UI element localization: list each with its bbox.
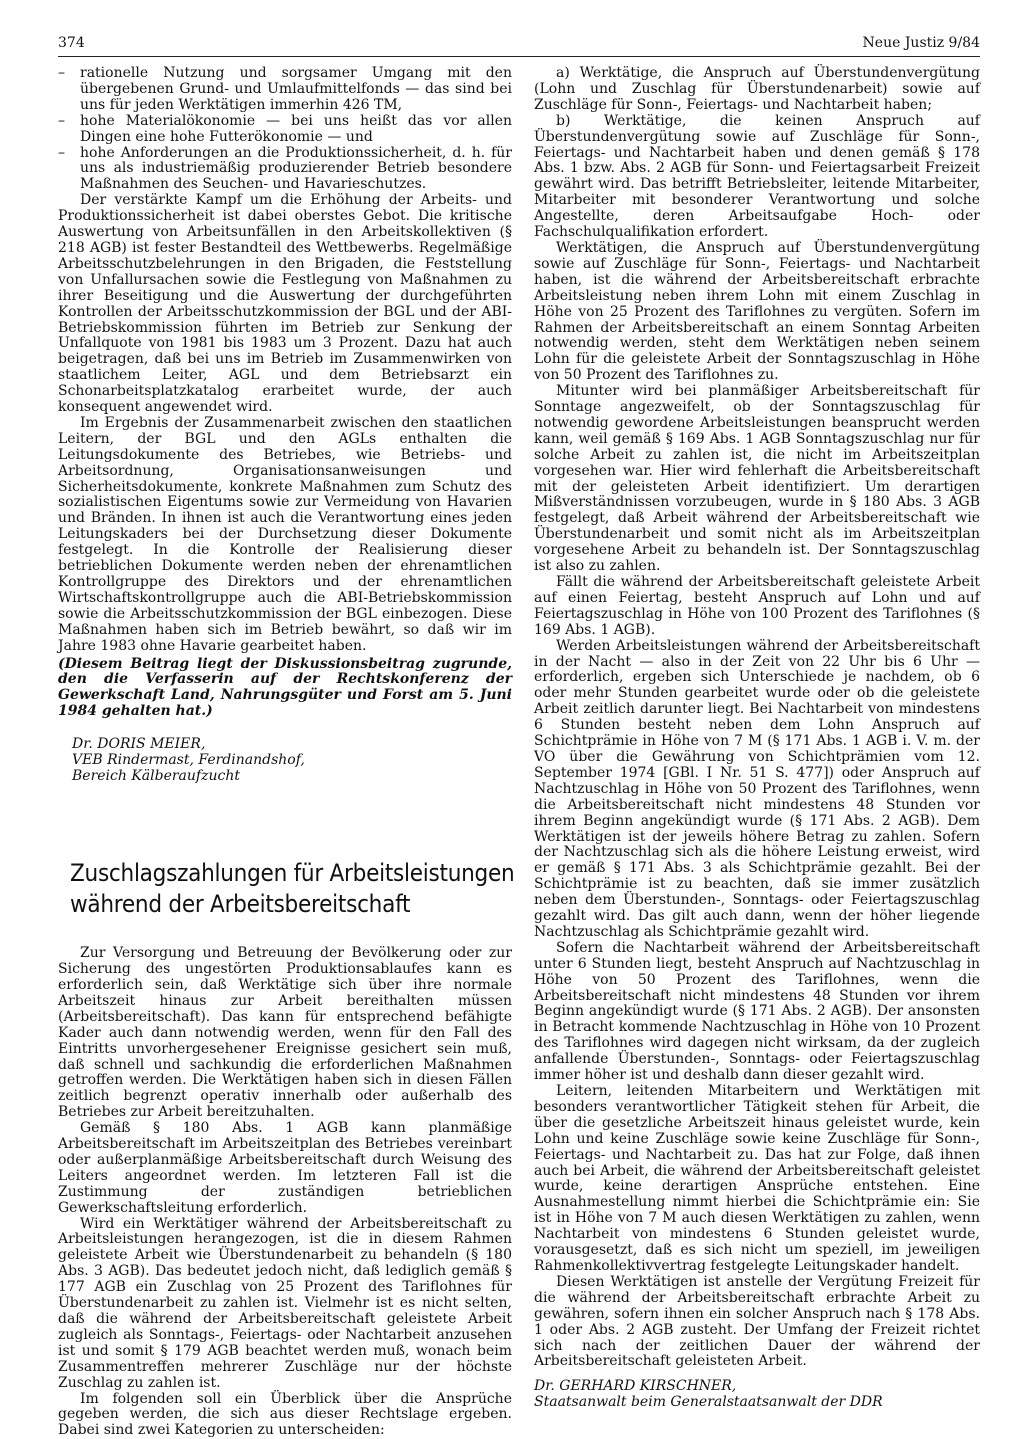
list-item: – hohe Materialökonomie — bei uns heißt das vor allen Dingen eine hohe Futterökonomie — und — [58, 114, 512, 146]
author-department: Bereich Kälberaufzucht — [72, 768, 240, 785]
title-line: Zuschlagszahlungen für Arbeitsleistungen — [70, 859, 515, 888]
paragraph: Werktätigen, die Anspruch auf Überstundenvergütung sowie auf Zuschläge für Sonn-, Feiertags- und Nachtarbeit haben, ist die während der Arbeitsbereitschaft erbrachte Arbeitsleistung neben ihrem Lohn mit einem Zuschlag in Höhe von 25 Prozent des Tariflohnes zu vergüten. Sofern im Rahmen der Arbeitsbereitschaft an einem Sonntag Arbeiten notwendig werden, steht dem Werktätigen neben seinem Lohn für die geleistete Arbeit der Sonntagszuschlag in Höhe von 50 Prozent des Tariflohnes zu. — [534, 239, 980, 384]
paragraph: Im Ergebnis der Zusammenarbeit zwischen den staatlichen Leitern, der BGL und den AGLs enthalten die Leitungsdokumente des Betriebes, wie Betriebs- und Arbeitsordnung, Organisationsanweisungen und Sicherheitsdokumente, konkrete Maßnahmen zum Schutz des sozialistischen Eigentums sowie zur Vermeidung von Havarien und Bränden. In ihnen ist auch die Verantwortung eines jeden Leitungskaders bei der Durchsetzung dieser Dokumente festgelegt. In die Kontrolle der Realisierung dieser betrieblichen Dokumente werden neben der ehrenamtlichen Kontrollgruppe des Direktors und der ehrenamtlichen Wirtschaftskontrollgruppe auch die ABI-Betriebskommission sowie die Arbeitsschutzkommission der BGL einbezogen. Diese Maßnahmen haben sich im Betrieb bewährt, so daß wir im Jahre 1983 ohne Havarie gearbeitet haben. — [58, 414, 512, 654]
paragraph: Wird ein Werktätiger während der Arbeitsbereitschaft zu Arbeitsleistungen herangezogen, ist die in diesem Rahmen geleistete Arbeit wie Überstundenarbeit zu behandeln (§ 180 Abs. 3 AGB). Das bedeutet jedoch nicht, daß lediglich gemäß § 177 AGB ein Zuschlag von 25 Prozent des Tariflohnes für Überstundenarbeit zu zahlen ist. Vielmehr ist es nicht selten, daß die während der Arbeitsbereitschaft geleistete Arbeit zugleich als Sonntags-, Feiertags- oder Nachtarbeit anzusehen ist und somit § 179 AGB beachtet werden muß, wonach beim Zusammentreffen mehrerer Zuschläge nur der höchste Zuschlag zu zahlen ist. — [58, 1215, 512, 1391]
paragraph: a) Werktätige, die Anspruch auf Überstundenvergütung (Lohn und Zuschlag für Überstundenarbeit) sowie auf Zuschläge für Sonn-, Feiertags- und Nachtarbeit haben; — [534, 65, 980, 113]
list-item: – hohe Anforderungen an die Produktionssicherheit, d. h. für uns als industriemäßig produzierender Betrieb besondere Maßnahmen des Seuchen- und Havarieschutzes. — [58, 146, 512, 194]
paragraph: Werden Arbeitsleistungen während der Arbeitsbereitschaft in der Nacht — also in der Zeit von 22 Uhr bis 6 Uhr — erforderlich, ergeben sich Unterschiede je nachdem, ob 6 oder mehr Stunden gearbeitet wurde oder ob die geleistete Arbeit zeitlich darunter liegt. Bei Nachtarbeit von mindestens 6 Stunden besteht neben dem Lohn Anspruch auf Schichtprämie in Höhe von 7 M (§ 171 Abs. 1 AGB i. V. m. der VO über die Gewährung von Schichtprämien vom 12. September 1974 [GBl. I Nr. 51 S. 477]) oder Anspruch auf Nachtzuschlag in Höhe von 50 Prozent des Tariflohnes, wenn die Arbeitsbereitschaft nicht mindestens 48 Stunden vor ihrem Beginn angekündigt wurde (§ 171 Abs. 2 AGB). Dem Werktätigen ist der jeweils höhere Betrag zu zahlen. Sofern der Nachtzuschlag sich als die höhere Leistung erweist, wird er gemäß § 171 Abs. 3 als Schichtprämie gezahlt. Bei der Schichtprämie ist zu beachten, daß sie immer zusätzlich neben dem Überstunden-, Sonntags- oder Feiertagszuschlag gezahlt wird. Das gilt auch dann, wenn der höher liegende Nachtzuschlag als Schichtprämie gezahlt wird. — [534, 637, 980, 940]
list-item: – rationelle Nutzung und sorgsamer Umgang mit den übergebenen Grund- und Umlaufmittelfonds — das sind bei uns für jeden Werktätigen immerhin 426 TM, — [58, 66, 512, 114]
paragraph: Der verstärkte Kampf um die Erhöhung der Arbeits- und Produktionssicherheit ist dabei oberstes Gebot. Die kritische Auswertung von Arbeitsunfällen in den Arbeitskollektiven (§ 218 AGB) ist fester Bestandteil des Wettbewerbs. Regelmäßige Arbeitsschutzbelehrungen in den Brigaden, die Feststellung von Unfallursachen sowie die Festlegung von Maßnahmen zu ihrer Beseitigung und die Auswertung der durchgeführten Kontrollen der Arbeitsschutzkommission der BGL und der ABI-Betriebskommission führten im Betrieb zur Senkung der Unfallquote von 1981 bis 1983 um 3 Prozent. Dazu hat auch beigetragen, daß bei uns im Betrieb im Zusammenwirken von staatlichem Leiter, AGL und dem Betriebsarzt ein Schonarbeitsplatzkatalog erarbeitet wurde, der auch konsequent angewendet wird. — [58, 192, 512, 416]
bullet-list — [58, 66, 512, 193]
author-signature — [534, 1378, 980, 1410]
paragraph: Zur Versorgung und Betreuung der Bevölkerung oder zur Sicherung des ungestörten Produktionsablaufes kann es erforderlich sein, daß Werktätige sich über ihre normale Arbeitszeit hinaus zur Arbeit bereithalten müssen (Arbeitsbereitschaft). Das kann für entsprechend befähigte Kader auch dann notwendig werden, wenn für den Fall des Eintritts unvorhergesehener Ereignisse gesichert sein muß, daß schnell und sachkundig die erforderlichen Maßnahmen getroffen werden. Die Werktätigen haben sich in diesen Fällen zeitlich begrenzt operativ innerhalb oder außerhalb des Betriebes zur Arbeit bereitzuhalten. — [58, 945, 512, 1121]
page-number: 374 — [58, 35, 85, 51]
author-name: Dr. DORIS MEIER, — [72, 736, 206, 753]
paragraph: Mitunter wird bei planmäßiger Arbeitsbereitschaft für Sonntage angezweifelt, ob der Sonntagszuschlag für notwendig gewordene Arbeitsleistungen beansprucht werden kann, weil gemäß § 169 Abs. 1 AGB Sonntagszuschlag nur für solche Arbeit zu zahlen ist, die nicht im Arbeitszeitplan vorgesehen war. Hier wird fehlerhaft die Arbeitsbereitschaft mit der geleisteten Arbeit identifiziert. Um derartigen Mißverständnissen vorzubeugen, wurde in § 180 Abs. 3 AGB festgelegt, daß Arbeit während der Arbeitsbereitschaft wie Überstundenarbeit und somit nicht als im Arbeitszeitplan vorgesehene Arbeit zu behandeln ist. Der Sonntagszuschlag ist also zu zahlen. — [534, 383, 980, 575]
author-affiliation: VEB Rindermast, Ferdinandshof, — [72, 752, 305, 769]
left-column — [58, 65, 515, 1439]
right-column — [534, 66, 980, 1410]
author-signature — [72, 736, 512, 784]
editorial-note: (Diesem Beitrag liegt der Diskussionsbeitrag zugrunde, den die Verfasserin auf der Rechtskonferenz der Gewerkschaft Land, Nahrungsgüter und Forst am 5. Juni 1984 gehalten hat.) — [58, 655, 512, 720]
header-rule — [58, 56, 980, 57]
journal-issue: Neue Justiz 9/84 — [862, 35, 980, 51]
paragraph: Fällt die während der Arbeitsbereitschaft geleistete Arbeit auf einen Feiertag, besteht Anspruch auf Lohn und auf Feiertagszuschlag in Höhe von 100 Prozent des Tariflohnes (§ 169 Abs. 1 AGB). — [534, 574, 980, 638]
paragraph: Diesen Werktätigen ist anstelle der Vergütung Freizeit für die während der Arbeitsbereitschaft erbrachte Arbeit zu gewähren, sofern ihnen ein solcher Anspruch nach § 178 Abs. 1 oder Abs. 2 AGB zusteht. Der Umfang der Freizeit richtet sich nach der zeitlichen Dauer der während der Arbeitsbereitschaft geleisteten Arbeit. — [534, 1273, 980, 1370]
paragraph: Gemäß § 180 Abs. 1 AGB kann planmäßige Arbeitsbereitschaft im Arbeitszeitplan des Betriebes vereinbart oder außerplanmäßige Arbeitsbereitschaft durch Weisung des Leiters angeordnet werden. Im letzteren Fall ist die Zustimmung der zuständigen betrieblichen Gewerkschaftsleitung erforderlich. — [58, 1120, 512, 1216]
paragraph: b) Werktätige, die keinen Anspruch auf Überstundenvergütung sowie auf Zuschläge für Sonn-, Feiertags- und Nachtarbeit haben und denen gemäß § 178 Abs. 1 bzw. Abs. 2 AGB für Sonn- und Feiertagsarbeit Freizeit gewährt wird. Das betrifft Betriebsleiter, leitende Mitarbeiter, Mitarbeiter mit besonderer Verantwortung und solche Angestellte, deren Arbeitsaufgabe Hoch- oder Fachschulqualifikation erfordert. — [534, 112, 980, 241]
paragraph: Im folgenden soll ein Überblick über die Ansprüche gegeben werden, die sich aus dieser Rechtslage ergeben. Dabei sind zwei Kategorien zu unterscheiden: — [58, 1390, 512, 1439]
article-title — [70, 858, 515, 920]
paragraph: Sofern die Nachtarbeit während der Arbeitsbereitschaft unter 6 Stunden liegt, besteht Anspruch auf Nachtzuschlag in Höhe von 50 Prozent des Tariflohnes, wenn die Arbeitsbereitschaft nicht mindestens 48 Stunden vor ihrem Beginn angekündigt wurde (§ 171 Abs. 2 AGB). Der ansonsten in Betracht kommende Nachtzuschlag in Höhe von 10 Prozent des Tariflohnes wird dagegen nicht wirksam, da der zugleich anfallende Überstunden-, Sonntags- oder Feiertagszuschlag immer höher ist und deshalb dann dieser gezahlt wird. — [534, 939, 980, 1084]
author-name: Dr. GERHARD KIRSCHNER, — [534, 1378, 737, 1395]
paragraph: Leitern, leitenden Mitarbeitern und Werktätigen mit besonders verantwortlicher Tätigkeit stehen für Arbeit, die über die gesetzliche Arbeitszeit hinaus geleistet wurde, kein Lohn und keine Zuschläge sowie keine Zuschläge für Sonn-, Feiertags- und Nachtarbeit zu. Das hat zur Folge, daß ihnen auch bei Arbeit, die während der Arbeitsbereitschaft geleistet wurde, keine derartigen Ansprüche entstehen. Eine Ausnahmestellung nimmt hierbei die Schichtprämie ein: Sie ist in Höhe von 7 M auch diesen Werktätigen zu zahlen, wenn Nachtarbeit von mindestens 6 Stunden geleistet wurde, vorausgesetzt, daß es sich nicht um speziell, im jeweiligen Rahmenkollektivvertrag festgelegte Leitungskader handelt. — [534, 1083, 980, 1274]
author-affiliation: Staatsanwalt beim Generalstaatsanwalt der DDR — [534, 1394, 883, 1411]
title-line: während der Arbeitsbereitschaft — [70, 890, 411, 919]
